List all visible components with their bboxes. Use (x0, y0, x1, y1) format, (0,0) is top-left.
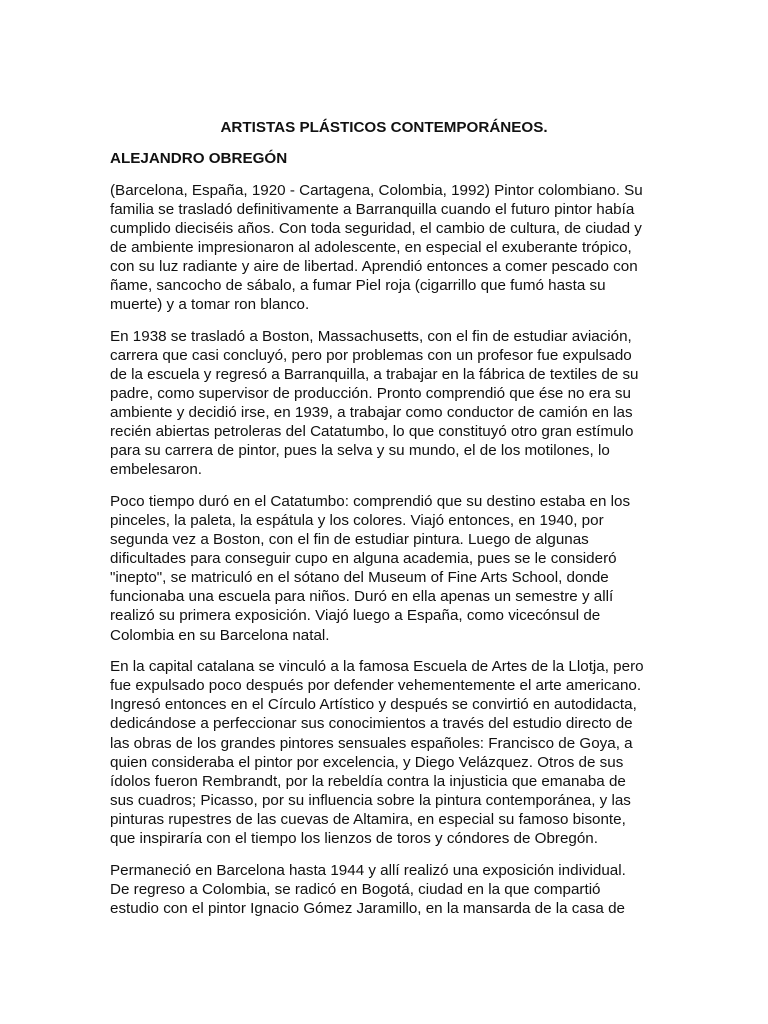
paragraph-line: con su luz radiante y aire de libertad. Aprendió entonces a comer pescado con (110, 257, 638, 275)
paragraph-line: (Barcelona, España, 1920 - Cartagena, Colombia, 1992) Pintor colombiano. Su (110, 181, 643, 199)
document-title: ARTISTAS PLÁSTICOS CONTEMPORÁNEOS. (220, 119, 548, 136)
paragraph-line: "inepto", se matriculó en el sótano del Museum of Fine Arts School, donde (110, 569, 609, 587)
paragraph-line: En la capital catalana se vinculó a la famosa Escuela de Artes de la Llotja, pero (110, 658, 644, 676)
paragraph-line: estudio con el pintor Ignacio Gómez Jaramillo, en la mansarda de la casa de (110, 899, 625, 917)
paragraph-line: ambiente y decidió irse, en 1939, a trabajar como conductor de camión en las (110, 404, 633, 422)
paragraph-line: las obras de los grandes pintores sensuales españoles: Francisco de Goya, a (110, 734, 633, 752)
paragraph-line: Colombia en su Barcelona natal. (110, 626, 330, 644)
paragraph (110, 492, 658, 645)
paragraph-line: muerte) y a tomar ron blanco. (110, 296, 310, 314)
paragraph-line: pinceles, la paleta, la espátula y los colores. Viajó entonces, en 1940, por (110, 512, 604, 529)
paragraph-line: Ingresó entonces en el Círculo Artístico y después se convirtió en autodidacta, (110, 696, 637, 714)
paragraph-line: de ambiente impresionaron al adolescente, en especial el exuberante trópico, (110, 238, 632, 256)
paragraph-line: ídolos fueron Rembrandt, por la rebeldía contra la injusticia que emanaba de (110, 772, 626, 790)
paragraph-line: funcionaba una escuela para niños. Duró en ella apenas un semestre y allí (110, 588, 614, 606)
paragraph-line: cumplido dieciséis años. Con toda seguridad, el cambio de cultura, de ciudad y (110, 219, 642, 237)
paragraph-line: realizó su primera exposición. Viajó luego a España, como vicecónsul de (110, 607, 601, 625)
paragraph (110, 181, 658, 315)
paragraph (110, 861, 658, 918)
paragraph-line: para su carrera de pintor, pues la selva y su mundo, el de los motilones, lo (110, 442, 610, 460)
paragraph-line: dedicándose a perfeccionar sus conocimientos a través del estudio directo de (110, 715, 633, 733)
paragraph-line: Poco tiempo duró en el Catatumbo: comprendió que su destino estaba en los (110, 492, 631, 510)
paragraph-line: Permaneció en Barcelona hasta 1944 y allí realizó una exposición individual. (110, 861, 626, 879)
document-body (110, 118, 658, 918)
section-heading: ALEJANDRO OBREGÓN (110, 150, 288, 167)
paragraph (110, 657, 658, 848)
paragraph-line: familia se trasladó definitivamente a Barranquilla cuando el futuro pintor había (110, 200, 635, 218)
paragraph-line: De regreso a Colombia, se radicó en Bogotá, ciudad en la que compartió (110, 880, 601, 898)
paragraph-line: pinturas rupestres de las cuevas de Altamira, en especial su famoso bisonte, (110, 810, 626, 828)
paragraph-line: ñame, sancocho de sábalo, a fumar Piel roja (cigarrillo que fumó hasta su (110, 276, 606, 294)
paragraph-line: de la escuela y regresó a Barranquilla, a trabajar en la fábrica de textiles de su (110, 365, 639, 383)
paragraphs-container (110, 181, 658, 918)
paragraph-line: En 1938 se trasladó a Boston, Massachusetts, con el fin de estudiar aviación, (110, 327, 632, 345)
paragraph-line: dificultades para conseguir cupo en alguna academia, pues se le consideró (110, 550, 617, 568)
paragraph-line: segunda vez a Boston, con el fin de estudiar pintura. Luego de algunas (110, 531, 589, 549)
paragraph-line: que inspiraría con el tiempo los lienzos de toros y cóndores de Obregón. (110, 830, 598, 847)
paragraph-line: sus cuadros; Picasso, por su influencia sobre la pintura contemporánea, y las (110, 791, 631, 809)
paragraph-line: quien consideraba el pintor por excelencia, y Diego Velázquez. Otros de sus (110, 753, 624, 771)
paragraph-line: recién abiertas petroleras del Catatumbo, lo que constituyó otro gran estímulo (110, 423, 634, 441)
paragraph-line: embelesaron. (110, 461, 203, 479)
paragraph-line: fue expulsado poco después por defender vehementemente el arte americano. (110, 677, 642, 695)
paragraph-line: carrera que casi concluyó, pero por problemas con un profesor fue expulsado (110, 346, 632, 364)
paragraph-line: padre, como supervisor de producción. Pronto comprendió que ése no era su (110, 384, 631, 402)
paragraph (110, 327, 658, 480)
